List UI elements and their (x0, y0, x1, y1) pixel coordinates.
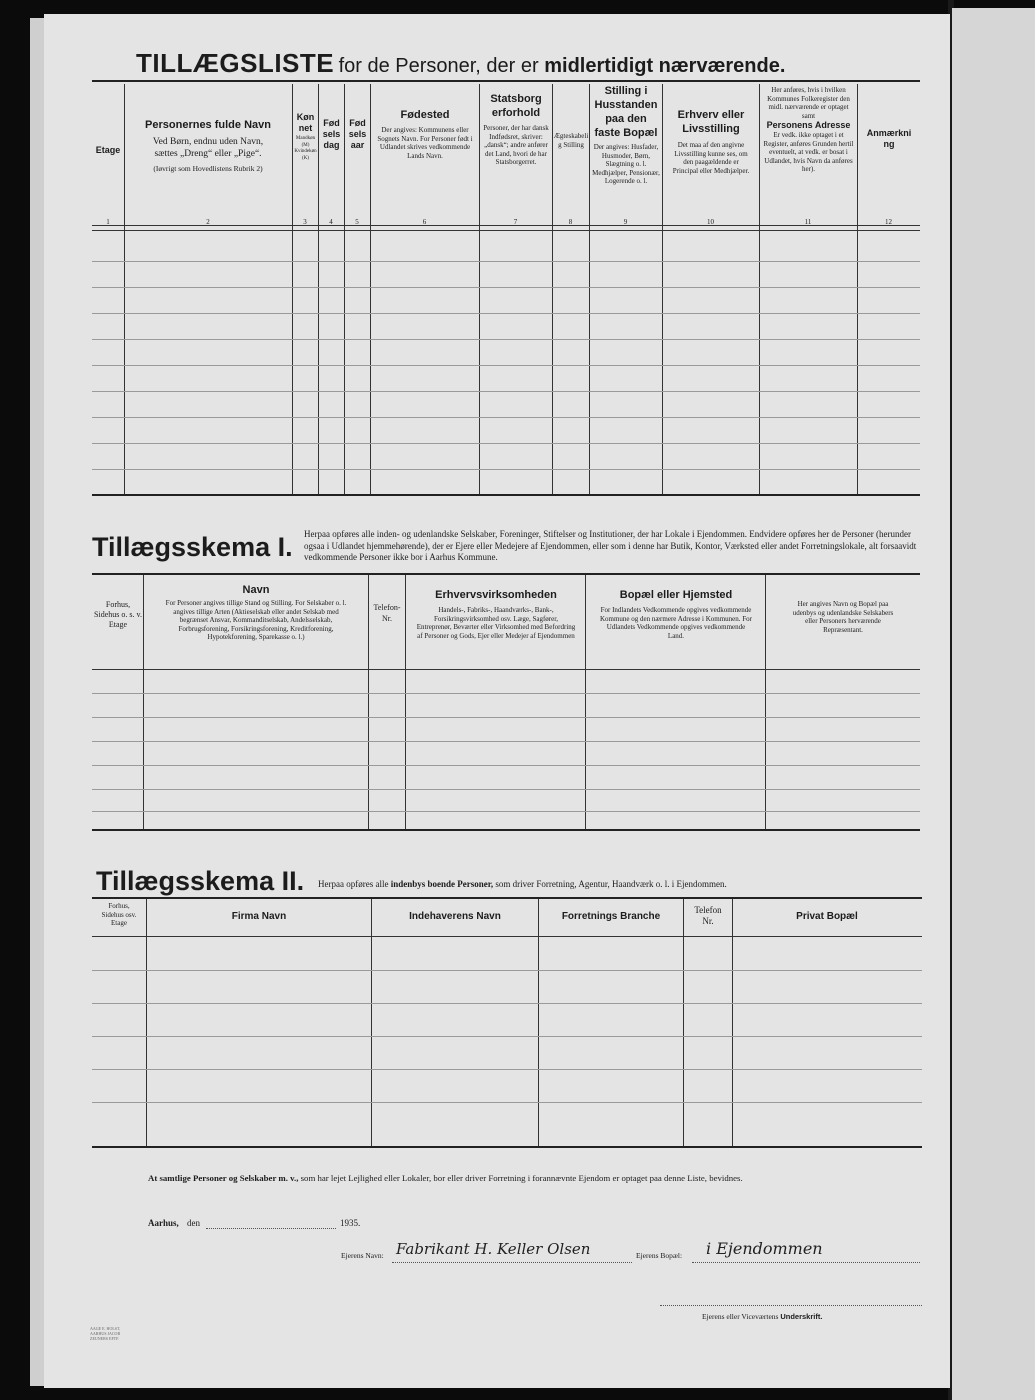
t1-col-fodested: Fødested Der angives: Kommunens eller Sognets Navn. For Personer født i Udlandet skrives vedkommende Lands Navn. (377, 109, 473, 160)
attestation-statement: At samtlige Personer og Selskaber m. v., som har lejet Lejlighed eller Lokaler, bor eller driver Forretning i forannævnte Ejendom er optaget paa denne Liste, bevidnes. (148, 1173, 743, 1183)
t1-num-12: 12 (885, 218, 892, 226)
t1-col-fodselsaar: Fødselsaar (348, 118, 367, 150)
s1-col-bopael: Bopæl eller Hjemsted For Indlandets Vedkommende opgives vedkommende Kommune og den nærmere Adresse i Kommunen. For Udlandets Vedkommende opgives vedkommende Land. (599, 589, 753, 640)
s1-col-repraesentant: Her angives Navn og Bopæl paa udenbys og udenlandske Selskabers eller Personers herværende Repræsentant. (792, 600, 894, 634)
t1-col-erhverv: Erhverv eller Livsstilling Det maa af den angivne Livsstilling kunne ses, om den paagældende er Principal eller Medhjælper. (672, 109, 750, 175)
s2-col-etage: Forhus, Sidehus osv. Etage (101, 902, 137, 927)
year: 1935. (340, 1218, 361, 1228)
skema-2-description: Herpaa opføres alle indenbys boende Personer, som driver Forretning, Agentur, Haandværk o. l. i Ejendommen. (318, 879, 727, 889)
t1-col-kon: Kønnet Mandkøn (M) Kvindekøn (K) (294, 112, 317, 161)
main-title (136, 48, 785, 79)
owner-name-line (392, 1262, 632, 1263)
t1-col-etage: Etage (95, 145, 121, 155)
t1-col-fodselsdag: Fødselsdag (322, 118, 341, 150)
owner-residence-label: Ejerens Bopæl: (636, 1251, 683, 1260)
t1-num-4: 4 (329, 218, 333, 226)
main-title-word: TILLÆGSLISTE (136, 48, 335, 78)
printer-imprint: AAGE E. HOLST, AARHUS JACOB ZEUNERS EFTF. (90, 1326, 121, 1341)
t1-col-aegteskab: Ægteskabelig Stilling (553, 132, 589, 149)
s2-col-telefon: Telefon Nr. (694, 905, 722, 926)
t1-col-anmaerkning: Anmærkning (866, 128, 912, 149)
s1-col-etage: Forhus, Sidehus o. s. v. Etage (94, 600, 142, 629)
t1-num-3: 3 (303, 218, 307, 226)
t1-col-adresse: Her anføres, hvis i hvilken Kommunes Folkeregister den midl. nærværende er optaget samt Personens Adresse Er vedk. ikke optaget i et Register, anføres Grunden hertil eventuelt, at vedk. er bosat i Udlandet, hvis Navn da anføres her). (763, 86, 854, 173)
s1-col-navn: Navn For Personer angives tillige Stand og Stilling. For Selskaber o. l. angives tillige Arten (Aktieselskab eller andet Selskab med begrænset Ansvar, Kommanditselskab, Andelsselskab, Forbrugsforening, Forsikringsforening, Kreditforening, Hypotekforening, Sparekasse o. l.) (165, 584, 347, 641)
skema-1-title: Tillægsskema I. (92, 532, 293, 562)
t1-num-5: 5 (355, 218, 359, 226)
t1-num-2: 2 (206, 218, 210, 226)
s2-col-firma: Firma Navn (231, 911, 287, 922)
adjacent-page (952, 8, 1035, 1400)
t1-num-11: 11 (804, 218, 812, 226)
owner-residence-line (692, 1262, 920, 1263)
s2-col-privat-bopael: Privat Bopæl (796, 911, 858, 922)
t1-num-9: 9 (623, 218, 628, 226)
skema-2-title: Tillægsskema II. (96, 866, 305, 896)
date-label: den (187, 1218, 200, 1228)
city-label: Aarhus, (148, 1218, 179, 1228)
main-title-bold: midlertidigt nærværende. (544, 55, 786, 77)
main-title-rest: for de Personer, der er (338, 55, 545, 77)
t1-num-8: 8 (568, 218, 573, 226)
owner-name-label: Ejerens Navn: (341, 1251, 384, 1260)
owner-residence-handwritten: i Ejendommen (706, 1239, 823, 1258)
signature-caption: Ejerens eller Viceværtens Underskrift. (702, 1312, 823, 1321)
s2-col-branche: Forretnings Branche (561, 911, 661, 922)
date-line (206, 1228, 336, 1229)
t1-col-navn: Personernes fulde Navn Ved Børn, endnu uden Navn, sættes „Dreng“ eller „Pige“. (Iøvrigt som Hovedlistens Rubrik 2) (145, 119, 271, 173)
s1-col-erhverv: Erhvervsvirksomheden Handels-, Fabriks-, Haandværks-, Bank-, Forsikringsvirksomhed osv. Læge, Sagfører, Entreprenør, Beværter eller Virksomhed med Befordring af Personer og Gods, Ejer eller Medejer af Ejendommen (416, 589, 576, 640)
signature-line (660, 1305, 922, 1306)
t1-num-10: 10 (707, 218, 714, 226)
t1-num-6: 6 (422, 218, 427, 226)
t1-num-1: 1 (106, 218, 110, 226)
skema-1-description: Herpaa opføres alle inden- og udenlandske Selskaber, Foreninger, Stiftelser og Institutioner, der har Lokale i Ejendommen. Endvidere opføres her de Personer (herunder ogsaa i Udlandet hjemmehørende), der er Ejere eller Medejere af Ejendommen, eller som i denne har Butik, Kontor, Værksted eller andet Forretningslokale, alt forsaavidt vedkommende Personer ikke bor i Aarhus Kommune. (304, 529, 917, 562)
owner-name-handwritten: Fabrikant H. Keller Olsen (396, 1240, 591, 1258)
t1-col-statsborger: Statsborgerforhold Personer, der har dansk Indfødsret, skriver: „dansk“; andre anfører det Land, hvori de har Statsborgerret. (483, 93, 549, 166)
t1-col-stilling: Stilling i Husstanden paa den faste Bopæl Der angives: Husfader, Husmoder, Børn, Slægtning o. l. Medhjælper, Pensionær, Logerende o. l. (592, 85, 660, 185)
s1-col-telefon: Telefon-Nr. (373, 603, 401, 623)
s2-col-indehaver: Indehaverens Navn (409, 911, 501, 922)
t1-num-7: 7 (513, 218, 518, 226)
